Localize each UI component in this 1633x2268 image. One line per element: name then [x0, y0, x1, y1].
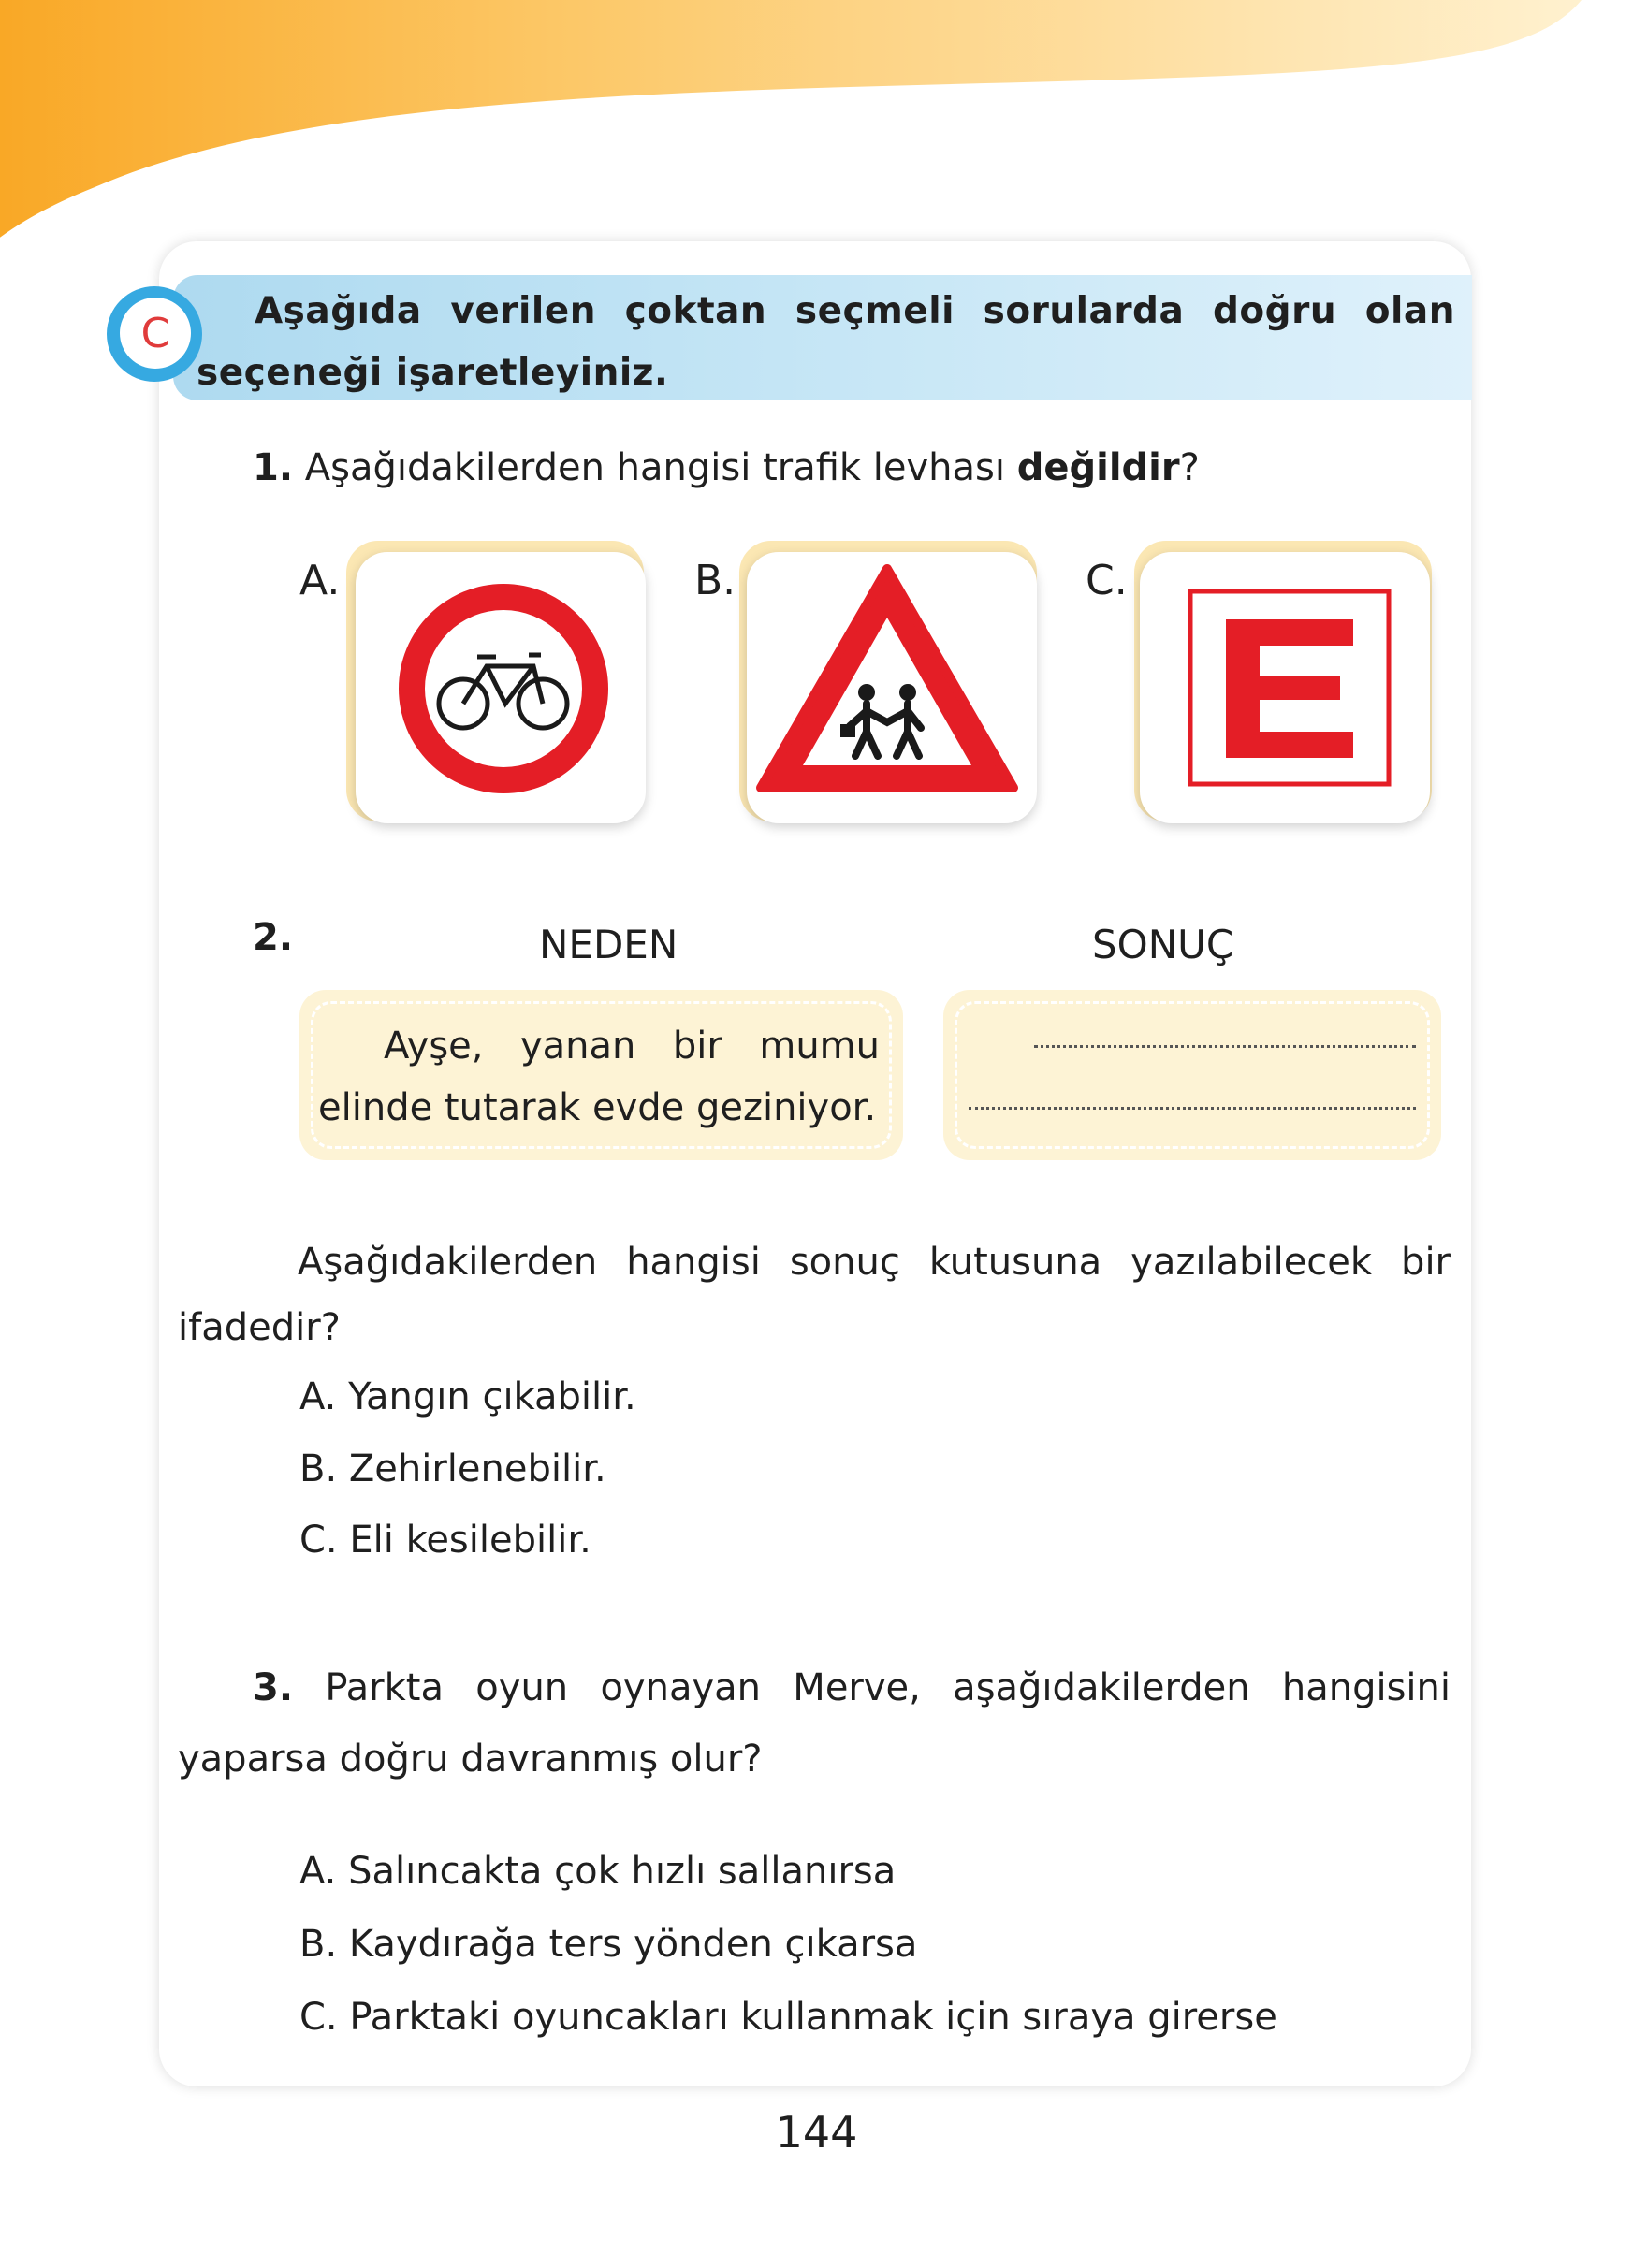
section-badge-letter: C: [120, 298, 191, 369]
effect-answer-line-1[interactable]: [1034, 1045, 1416, 1048]
no-bicycle-sign-icon: [356, 552, 646, 823]
q2-option-a[interactable]: A. Yangın çıkabilir.: [299, 1375, 636, 1418]
q1-option-c-letter[interactable]: C.: [1086, 557, 1128, 604]
effect-header: SONUÇ: [1092, 922, 1234, 967]
effect-answer-line-2[interactable]: [969, 1107, 1416, 1110]
q1-option-b-letter[interactable]: B.: [694, 557, 736, 604]
q3-option-b[interactable]: B. Kaydırağa ters yönden çıkarsa: [299, 1923, 918, 1966]
cause-text: Ayşe, yanan bir mumu elinde tutarak evde geziniyor.: [318, 1025, 880, 1129]
question-2-text: Aşağıdakilerden hangisi sonuç kutusuna yazılabilecek bir ifadedir?: [178, 1241, 1451, 1349]
question-1-number: 1.: [253, 446, 294, 489]
page-number: 144: [775, 2107, 858, 2158]
q3-option-c[interactable]: C. Parktaki oyuncakları kullanmak için sıraya girerse: [299, 1996, 1277, 2039]
question-2-number: 2.: [253, 916, 294, 959]
pharmacy-e-sign-icon: [1140, 552, 1430, 823]
q2-option-b[interactable]: B. Zehirlenebilir.: [299, 1447, 606, 1490]
instruction-text: Aşağıda verilen çoktan seçmeli sorularda doğru olan seçeneği işaretleyiniz.: [197, 290, 1455, 394]
content-card: [159, 241, 1471, 2086]
school-crossing-sign-icon: [747, 552, 1037, 823]
q1-option-a-card[interactable]: [356, 552, 646, 823]
question-3-number: 3.: [253, 1666, 294, 1709]
effect-box[interactable]: [943, 990, 1441, 1160]
question-3: 3. Parkta oyun oynayan Merve, aşağıdakilerden hangisini yaparsa doğru davranmış olur?: [178, 1666, 1451, 1781]
cause-header: NEDEN: [539, 922, 678, 967]
q1-option-b-card[interactable]: [747, 552, 1037, 823]
question-1-emphasis: değildir: [1016, 446, 1180, 489]
question-1: 1. Aşağıdakilerden hangisi trafik levhası değildir?: [253, 446, 1200, 489]
q2-option-c[interactable]: C. Eli kesilebilir.: [299, 1519, 591, 1562]
q1-option-a-letter[interactable]: A.: [299, 557, 341, 604]
corner-decoration: [0, 0, 1633, 281]
q3-option-a[interactable]: A. Salıncakta çok hızlı sallanırsa: [299, 1850, 897, 1893]
q1-option-c-card[interactable]: [1140, 552, 1430, 823]
